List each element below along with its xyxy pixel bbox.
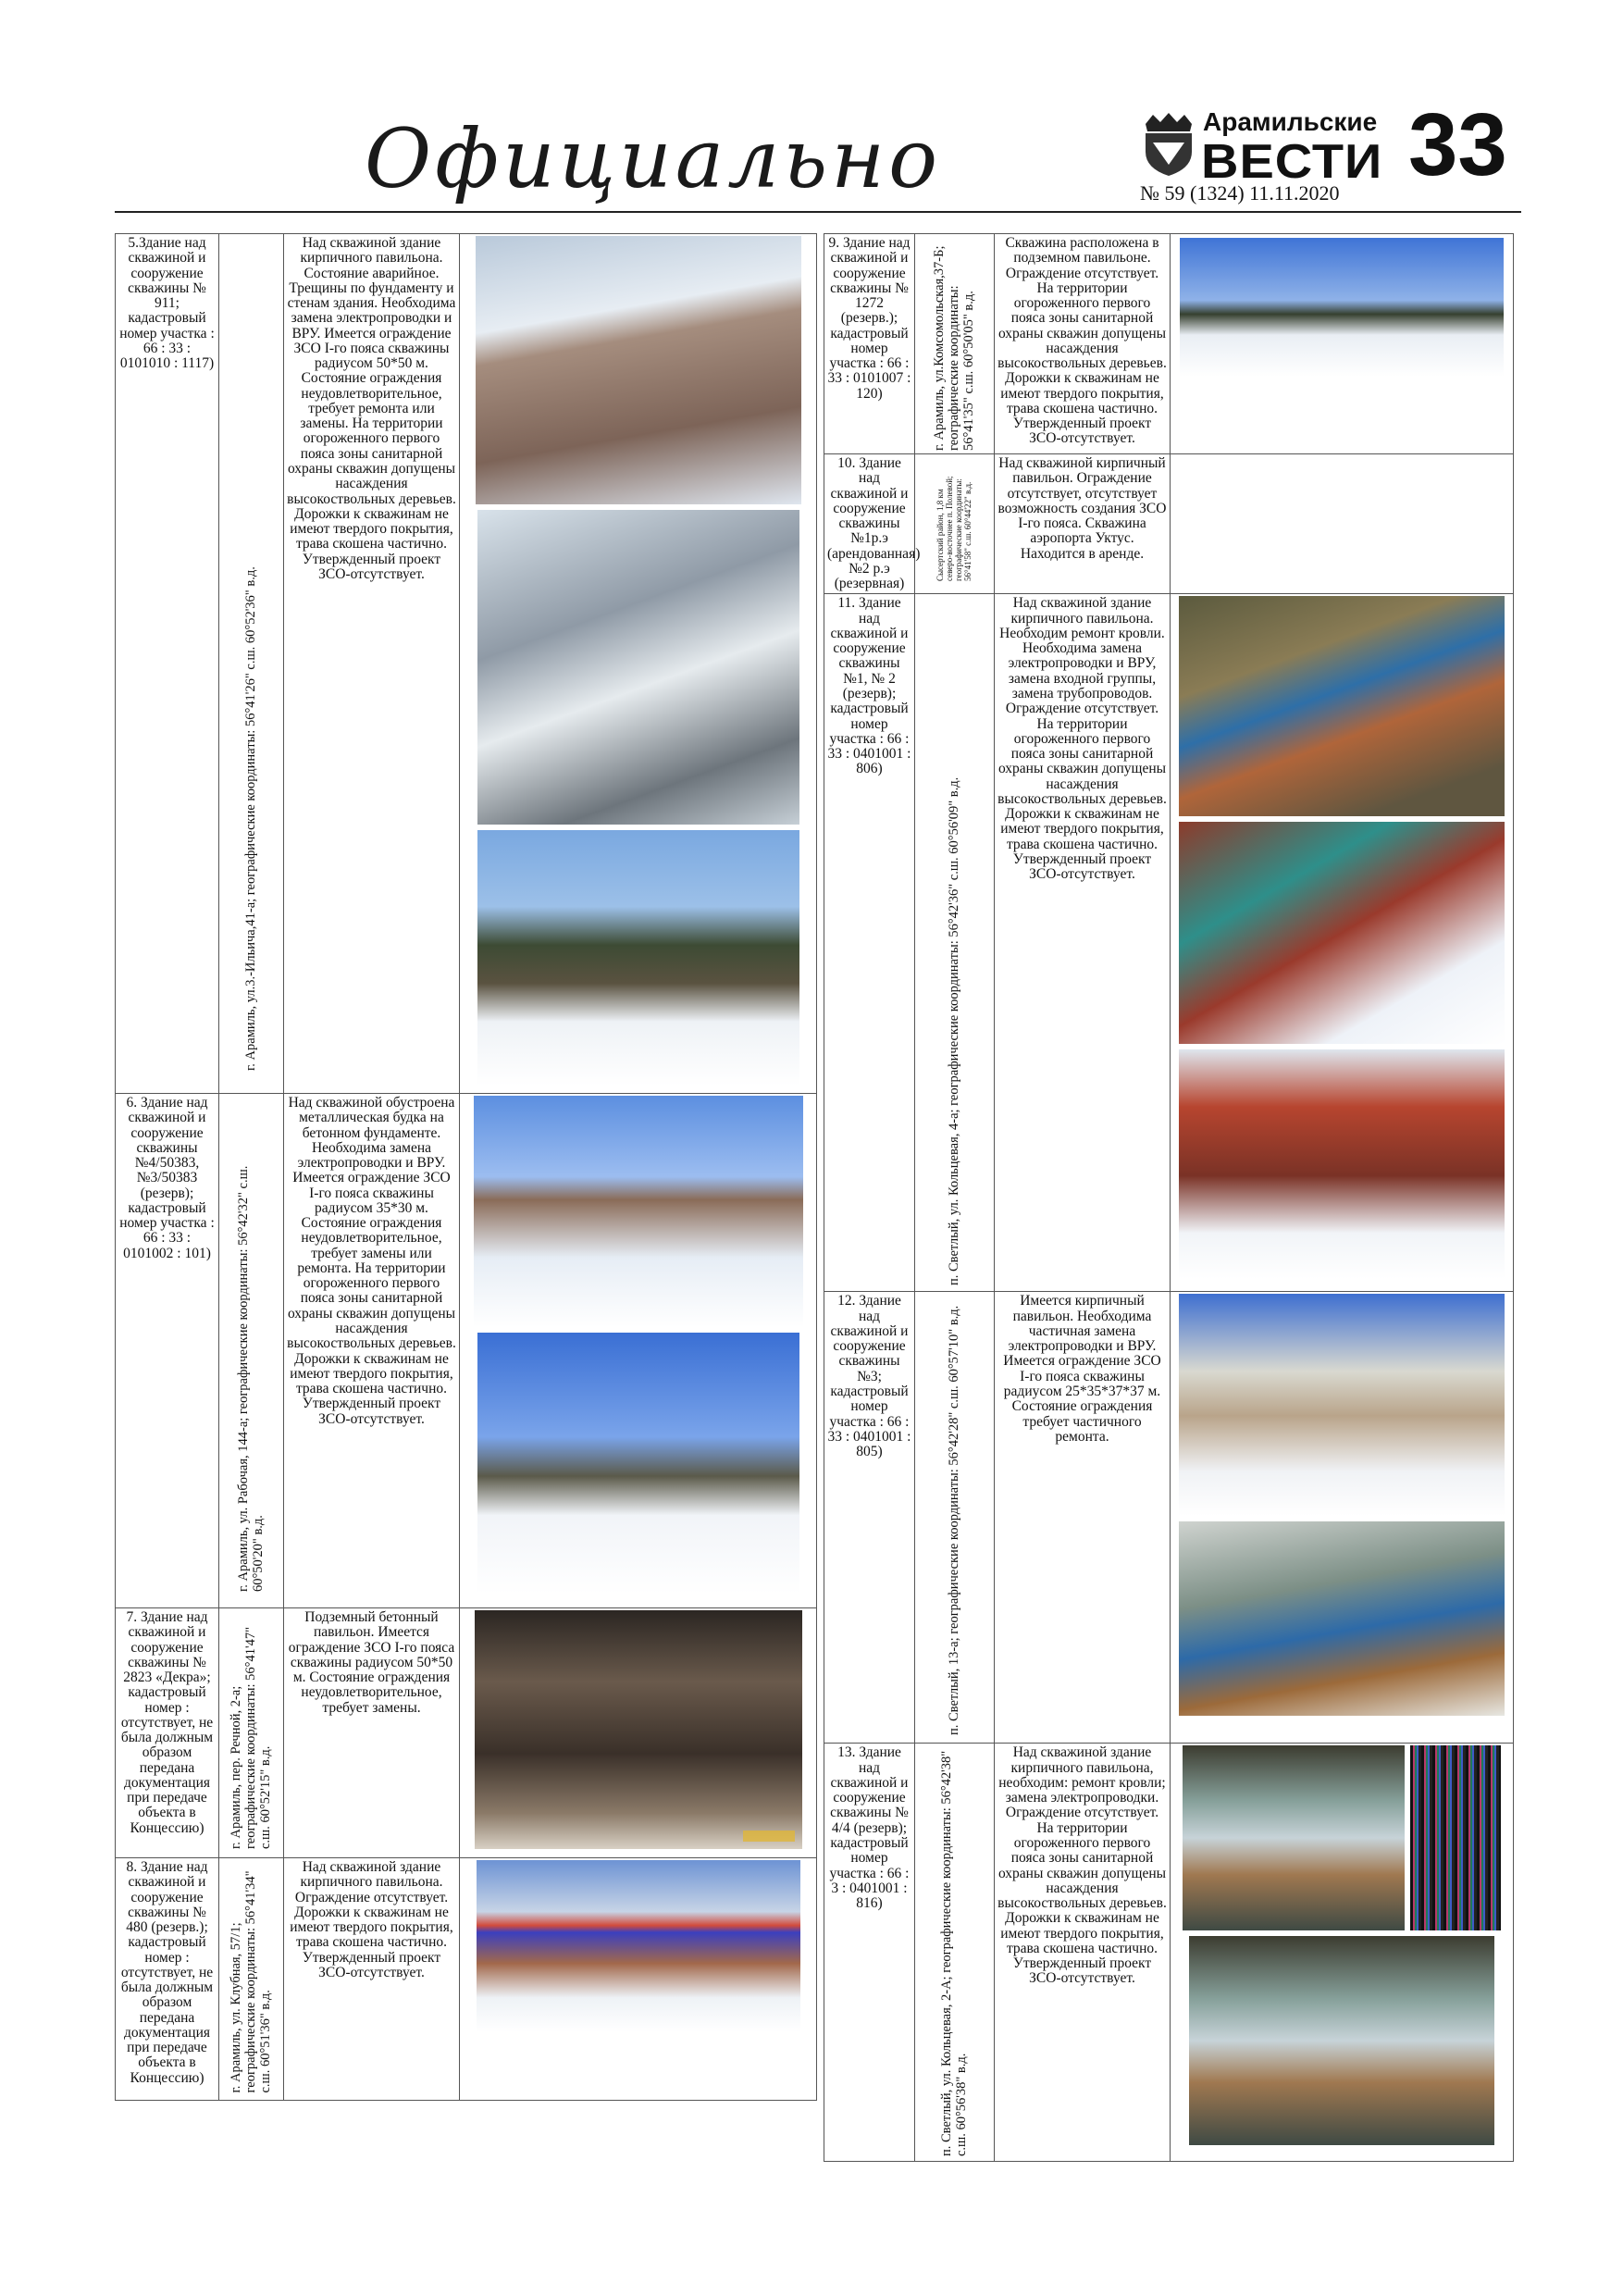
object-address-cell [915, 234, 995, 454]
object-name: 8. Здание над скважиной и сооружение скважины № 480 (резерв.); кадастровый номер : отсутствует, не была должным образом передана документация при передаче объекта в Концессию) [116, 1858, 219, 2101]
object-description: Подземный бетонный павильон. Имеется ограждение ЗСО I-го пояса скважины радиусом 50*50 м. Состояние ограждения неудовлетворительное, требует замены. [284, 1608, 460, 1858]
object-name: 6. Здание над скважиной и сооружение скважины №4/50383, №3/50383 (резерв); кадастровый номер участка : 66 : 33 : 0101002 : 101) [116, 1094, 219, 1608]
photo-underground-pit [475, 1610, 802, 1849]
left-registry-table [115, 233, 817, 2101]
object-address-cell [219, 234, 284, 1094]
table-row [116, 1608, 817, 1858]
logo-subtitle: Арамильские [1203, 107, 1378, 136]
object-address-cell [915, 594, 995, 1292]
photo-cell [1171, 1292, 1514, 1744]
photo-cell [1171, 594, 1514, 1292]
photo-electrical-cabinet [1183, 1745, 1405, 1930]
photo-graffiti-wall [1179, 822, 1505, 1044]
page-number: 33 [1408, 95, 1507, 194]
object-address-cell [219, 1608, 284, 1858]
object-address: г. Арамиль, пер. Речной, 2-а; географические координаты: 56°41'47" с.ш. 60°52'15" в.д. [228, 1626, 273, 1849]
photo-cell [1171, 234, 1514, 454]
object-name: 7. Здание над скважиной и сооружение скважины № 2823 «Декра»; кадастровый номер : отсутствует, не была должным образом передана документация при передаче объекта в Концессию) [116, 1608, 219, 1858]
object-description: Над скважиной здание кирпичного павильона. Необходим ремонт кровли. Необходима замена электропроводки и ВРУ, замена входной группы, замена трубопроводов. Ограждение отсутствует. На территории огороженного первого пояса зоны санитарной охраны скважин допущены насаждения высокоствольных деревьев. Дорожки к скважинам не имеют твердого покрытия, трава скошена частично. Утвержденный проект ЗСО-отсутствует. [995, 594, 1171, 1292]
right-registry-table [824, 233, 1514, 2162]
photo-cell [1171, 1744, 1514, 2162]
table-row [824, 234, 1514, 454]
page-header [115, 93, 1521, 213]
object-name: 13. Здание над скважиной и сооружение скважины № 4/4 (резерв); кадастровый номер участка : 66 : 3 : 0401001 : 816) [824, 1744, 915, 2162]
table-row [116, 234, 817, 1094]
object-name: 9. Здание над скважиной и сооружение скважины № 1272 (резерв.); кадастровый номер участка : 66 : 33 : 0101007 : 120) [824, 234, 915, 454]
object-description: Над скважиной здание кирпичного павильона, необходим: ремонт кровли; замена электропроводки. Ограждение отсутствует. На территории огороженного первого пояса зоны санитарной охраны скважин допущены насаждения высокоствольных деревьев. Дорожки к скважинам не имеют твердого покрытия, трава скошена частично. Утвержденный проект ЗСО-отсутствует. [995, 1744, 1171, 2162]
table-row [824, 1744, 1514, 2162]
photo-brick-hut [477, 1860, 800, 2032]
object-address: п. Светлый, ул. Кольцевая, 2-А; географические координаты: 56°42'38" с.ш. 60°56'38" в.д. [938, 1750, 969, 2156]
object-description: Имеется кирпичный павильон. Необходима частичная замена электропроводки и ВРУ. Имеется ограждение ЗСО I-го пояса скважины радиусом 25*35*37*37 м. Состояние ограждения требует частичного ремонта. [995, 1292, 1171, 1744]
object-address: г. Арамиль, ул. Клубная, 57/1; географические координаты: 56°41'34" с.ш. 60°51'36" в.д. [228, 1869, 273, 2092]
photo-pipes [1179, 596, 1505, 816]
section-title: Официально [365, 111, 942, 206]
table-row [824, 594, 1514, 1292]
object-address-cell [915, 1292, 995, 1744]
issue-number: № 59 (1324) 11.11.2020 [1140, 181, 1340, 205]
photo-pavilion-roof [477, 510, 799, 825]
photo-row [1173, 1745, 1510, 1930]
photo-cell [460, 1858, 817, 2101]
photo-cabinet-interior [1189, 1936, 1494, 2145]
table-row [824, 1292, 1514, 1744]
object-name: 5.Здание над скважиной и сооружение скважины № 911; кадастровый номер участка : 66 : 33 : 0101010 : 1117) [116, 234, 219, 1094]
header-rule [115, 211, 1521, 213]
photo-pavilion-interior [1179, 1521, 1505, 1716]
photo-cell [1171, 454, 1514, 594]
object-description: Над скважиной здание кирпичного павильона. Состояние аварийное. Трещины по фундаменту и стенам здания. Необходима замена электропроводки и ВРУ. Имеется ограждение ЗСО I-го пояса скважины радиусом 50*50 м. Состояние ограждения неудовлетворительное, требует ремонта или замены. На территории огороженного первого пояса зоны санитарной охраны скважин допущены насаждения высокоствольных деревьев. Дорожки к скважинам не имеют твердого покрытия, трава скошена частично. Утвержденный проект ЗСО-отсутствует. [284, 234, 460, 1094]
object-description: Над скважиной здание кирпичного павильона. Ограждение отсутствует. Дорожки к скважинам не имеют твердого покрытия, трава скошена частично. Утвержденный проект ЗСО-отсутствует. [284, 1858, 460, 2101]
object-address: г. Арамиль, ул.3.-Ильича,41-а; географические координаты: 56°41'26" с.ш. 60°52'36" в.д. [242, 566, 258, 1071]
object-name: 10. Здание над скважиной и сооружение скважины №1р.э (арендованная) №2 р.э (резервная) [824, 454, 915, 594]
photo-cell [460, 1608, 817, 1858]
photo-brick-building [1179, 1049, 1505, 1279]
object-address: п. Светлый, 13-а; географические координаты: 56°42'28" с.ш. 60°57'10" в.д. [946, 1305, 961, 1735]
photo-pavilion-yard [477, 830, 799, 1086]
object-address: г. Арамиль, ул. Рабочая, 144-а; географические координаты: 56°42'32" с.ш. 60°50'20" в.д. [235, 1165, 266, 1592]
object-address-cell [219, 1094, 284, 1608]
photo-glitch-strip [1410, 1745, 1501, 1930]
object-description: Над скважиной кирпичный павильон. Ограждение отсутствует, отсутствует возможность создания ЗСО I-го пояса. Скважина аэропорта Уктус. Находится в аренде. [995, 454, 1171, 594]
object-address-cell [915, 454, 995, 594]
photo-open-field [1180, 238, 1504, 377]
object-description: Над скважиной обустроена металлическая будка на бетонном фундаменте. Необходима замена электропроводки и ВРУ. Имеется ограждение ЗСО I-го пояса скважины радиусом 35*30 м. Состояние ограждения неудовлетворительное, требует замены или ремонта. На территории огороженного первого пояса зоны санитарной охраны скважин допущены насаждения высокоствольных деревьев. Дорожки к скважинам не имеют твердого покрытия, трава скошена частично. Утвержденный проект ЗСО-отсутствует. [284, 1094, 460, 1608]
object-name: 12. Здание над скважиной и сооружение скважины №3; кадастровый номер участка : 66 : 33 : 0401001 : 805) [824, 1292, 915, 1744]
photo-cell [460, 1094, 817, 1608]
table-row [116, 1858, 817, 2101]
object-address-cell [915, 1744, 995, 2162]
object-address-cell [219, 1858, 284, 2101]
crest-icon [1140, 111, 1197, 178]
photo-snow-field [477, 1333, 799, 1594]
photo-pavilion-yard [1179, 1294, 1505, 1516]
object-address: п. Светлый, ул. Кольцевая, 4-а; географические координаты: 56°42'36" с.ш. 60°56'09" в.д. [946, 776, 961, 1285]
object-description: Скважина расположена в подземном павильоне. Ограждение отсутствует. На территории огороженного первого пояса зоны санитарной охраны скважин допущены насаждения высокоствольных деревьев. Дорожки к скважинам не имеют твердого покрытия, трава скошена частично. Утвержденный проект ЗСО-отсутствует. [995, 234, 1171, 454]
object-address: Сысертский район, 1,8 км северо-восточнее п. Полевой; географические координаты: 56°41'58" с.ш. 60°44'22" в.д. [935, 476, 973, 582]
object-name: 11. Здание над скважиной и сооружение скважины №1, № 2 (резерв); кадастровый номер участка : 66 : 33 : 0401001 : 806) [824, 594, 915, 1292]
table-row [116, 1094, 817, 1608]
photo-metal-booth [474, 1096, 803, 1327]
table-row [824, 454, 1514, 594]
object-address: г. Арамиль, ул.Комсомольская,37-Б; географические координаты: 56°41'35" с.ш. 60°50'05" в.д. [931, 245, 976, 451]
photo-pavilion-exterior [476, 236, 801, 504]
photo-cell [460, 234, 817, 1094]
logo-title: ВЕСТИ [1201, 133, 1383, 188]
